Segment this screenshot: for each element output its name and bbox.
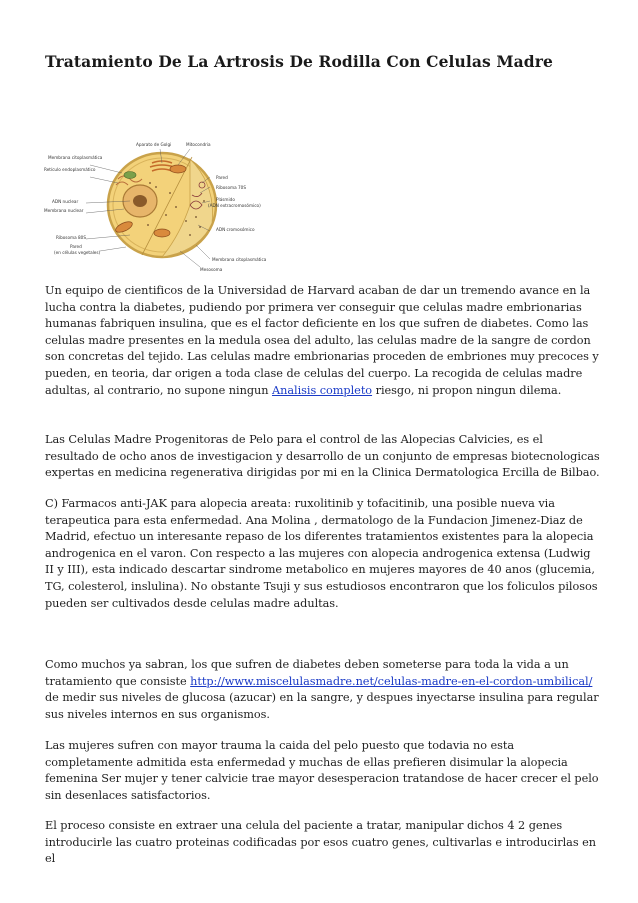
analisis-completo-link[interactable]: Analisis completo xyxy=(272,383,373,397)
paragraph-6: El proceso consiste en extraer una celula del paciente a tratar, manipular dichos 4 2 genes introducirle las cuatro proteinas codificadas por esos cuatro genes, cultivarlas e introducirlas en el xyxy=(45,819,596,866)
label-pared-izq: Pared xyxy=(70,244,82,249)
paragraph-1 xyxy=(45,283,600,399)
label-mesosoma: Mesosoma xyxy=(200,267,223,272)
label-pared-der: Pared xyxy=(216,175,228,180)
paragraph-1-text: Un equipo de cientificos de la Universidad de Harvard acaban de dar un tremendo avance en la lucha contra la diabetes, pudiendo por primera ver conseguir que celulas madre embrionarias humanas fabriquen insulina, que es el factor deficiente en los que sufren de diabetes. Como las celulas madre presentes en la medula osea del adulto, las celulas madre de la sangre de cordon son concretas del tejido. Las celulas madre embrionarias proceden de embriones muy precoces y pueden, en teoria, dar origen a toda clase de celulas del cuerpo. La recogida de celulas madre adultas, al contrario, no supone ningun xyxy=(45,284,599,397)
label-ribosoma-80s: Ribosoma 80S xyxy=(56,235,86,240)
label-reticulo: Retículo endoplasmático xyxy=(44,167,96,172)
mitochondrion-1 xyxy=(170,165,186,173)
cell-diagram xyxy=(40,135,280,275)
label-adn-cromosomico: ADN cromosómico xyxy=(216,227,255,232)
cell-diagram-svg xyxy=(40,135,280,275)
label-adn-extracromosomico: (ADN extracromosómico) xyxy=(208,203,261,208)
label-celulas-vegetales: (en células vegetales) xyxy=(54,250,101,255)
cordon-umbilical-link[interactable]: http://www.miscelulasmadre.net/celulas-madre-en-el-cordon-umbilical/ xyxy=(190,674,593,688)
chloroplast xyxy=(124,172,136,179)
label-membrana-nuclear: Membrana nuclear xyxy=(44,208,84,213)
label-membrana-der: Membrana citoplasmática xyxy=(212,257,267,262)
document-title: Tratamiento De La Artrosis De Rodilla Con Celulas Madre xyxy=(45,52,553,71)
label-mitocondria: Mitocondria xyxy=(186,142,211,147)
paragraph-4 xyxy=(45,657,600,723)
nucleolus xyxy=(133,195,147,207)
label-adn-nuclear: ADN nuclear xyxy=(52,199,79,204)
paragraph-4-tail: de medir sus niveles de glucosa (azucar) en la sangre, y despues inyectarse insulina para regular sus niveles internos en sus organismos. xyxy=(45,691,599,721)
label-membrana-izq: Membrana citoplasmática xyxy=(48,155,103,160)
paragraph-2: Las Celulas Madre Progenitoras de Pelo para el control de las Alopecias Calvicies, es el resultado de ocho anos de investigacion y desarrollo de un conjunto de empresas biotecnologicas expertas en medicina regenerativa dirigidas por mi en la Clinica Dermatologica Ercilla de Bilbao. xyxy=(45,433,600,480)
paragraph-3: C) Farmacos anti-JAK para alopecia areata: ruxolitinib y tofacitinib, una posible nueva via terapeutica para esta enfermedad. Ana Molina , dermatologo de la Fundacion Jimenez-Diaz de Madrid, efectuo un interesante repaso de los diferentes tratamientos existentes para la alopecia androgenica en el varon. Con respecto a las mujeres con alopecia androgenica extensa (Ludwig II y III), esta indicado descartar sindrome metabolico en mujeres mayores de 40 anos (glucemia, TG, colesterol, inslulina). No obstante Tsuji y sus estudiosos encontraron que los foliculos pilosos pueden ser cultivados desde celulas madre adultas. xyxy=(45,497,598,610)
label-plasmido: Plásmido xyxy=(216,197,235,202)
paragraph-1-tail: riesgo, ni propon ningun dilema. xyxy=(372,383,562,397)
paragraph-4-text: Como muchos ya sabran, los que sufren de diabetes deben someterse para toda la vida a un tratamiento que consiste xyxy=(45,658,569,688)
paragraph-5: Las mujeres sufren con mayor trauma la caida del pelo puesto que todavia no esta completamente admitida esta enfermedad y muchas de ellas prefieren disimular la alopecia femenina Ser mujer y tener calvicie trae mayor desesperacion tratandose de hacer crecer el pelo sin desenlaces satisfactorios. xyxy=(45,739,599,802)
label-ribosoma-70s: Ribosoma 70S xyxy=(216,185,246,190)
label-golgi: Aparato de Golgi xyxy=(136,142,172,147)
mitochondrion-3 xyxy=(154,229,170,237)
